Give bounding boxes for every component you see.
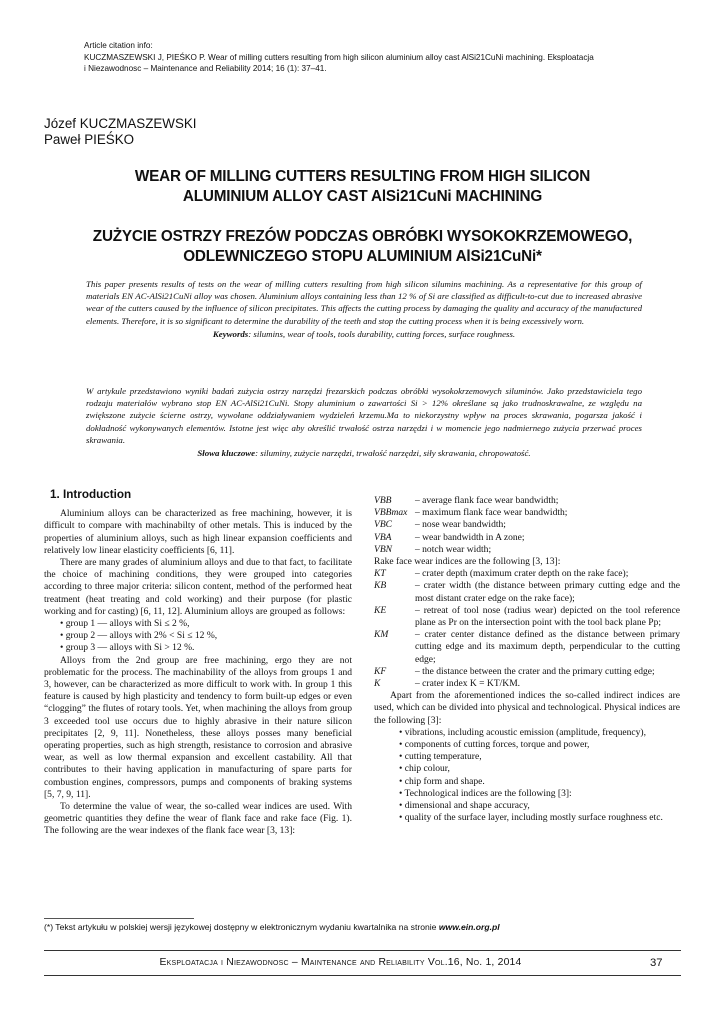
list-item: • components of cutting forces, torque and power,	[399, 739, 590, 751]
definition-item	[374, 678, 680, 690]
list-item: • quality of the surface layer, including mostly surface roughness etc.	[399, 812, 663, 824]
list-item: • vibrations, including acoustic emission (amplitude, frequency),	[399, 726, 646, 738]
definition: – crater center distance defined as the distance between primary cutting edge and its maximum depth, perpendicular to the cutting edge;	[415, 629, 680, 665]
footer-divider	[44, 950, 681, 951]
abstract-english	[86, 278, 642, 340]
paragraph: There are many grades of aluminium alloys and due to that fact, to facilitate the choice of machining conditions, they were grouped into categories according to three major criteria: silicon content, method of the performed heat treatment (heat treating and cold working) and their purpose (for plastic working and for casting) [6, 11, 12]. Aluminium alloys are grouped as follows:	[44, 557, 352, 617]
citation-label: Article citation info:	[84, 41, 153, 50]
title-line: ODLEWNICZEGO STOPU ALUMINIUM AlSi21CuNi*	[183, 248, 542, 265]
list-item: • Technological indices are the following [3]:	[399, 787, 572, 799]
definition-item	[374, 605, 680, 629]
section-heading: 1. Introduction	[50, 488, 132, 501]
symbol: VBBmax	[374, 507, 408, 519]
keywords-list: : siluminy, zużycie narzędzi, trwałość narzędzi, siły skrawania, chropowatość.	[255, 448, 531, 459]
footnote-divider	[44, 918, 194, 919]
definition-item	[374, 519, 680, 531]
definition: – average flank face wear bandwidth;	[415, 495, 559, 506]
page-number: 37	[650, 957, 663, 969]
definition-item	[374, 544, 680, 556]
keywords-list: : silumins, wear of tools, tools durability, cutting forces, surface roughness.	[248, 328, 516, 339]
left-column	[44, 489, 352, 838]
symbol: KB	[374, 580, 387, 592]
list-item: • group 1 — alloys with Si ≤ 2 %,	[60, 618, 190, 630]
footer-divider-bottom	[44, 975, 681, 976]
list-item: • chip form and shape.	[399, 775, 485, 787]
title-line: ALUMINIUM ALLOY CAST AlSi21CuNi MACHINING	[182, 188, 543, 205]
abstract-text: W artykule przedstawiono wyniki badań zużycia ostrzy narzędzi frezarskich podczas obróbki wysokokrzemowych siluminów. Jako przedstawiciela tego rodzaju materiałów wybrano stop EN AC-AlSi21CuNi. Stopy aluminium o zawartości Si > 12% określane są jako trudnoskrawalne, ze względu na zwiększone zużycie ścierne ostrzy, wywołane oddziaływaniem wydzieleń krzemu.Ma to niekorzystny wpływ na proces skrawania, pogarsza jakość i dokładność wykonywanych elementów. Istotne jest więc aby określić trwałość ostrza narzędzi i w momencie jego nadmiernego zużycia przerwać proces skrawania.	[86, 386, 642, 445]
author-list	[44, 116, 197, 148]
paragraph: Rake face wear indices are the following [3, 13]:	[374, 556, 561, 568]
list-item: • group 3 — alloys with Si > 12 %.	[60, 642, 195, 654]
definition-item	[374, 532, 680, 544]
definition-item	[374, 495, 680, 507]
symbol: KF	[374, 665, 387, 677]
keywords-label: Słowa kluczowe	[197, 448, 256, 459]
article-citation	[84, 40, 644, 75]
running-footer: Eksploatacja i Niezawodnosc – Maintenance and Reliability Vol.16, No. 1, 2014	[159, 957, 522, 968]
definition: – retreat of tool nose (radius wear) depicted on the tool reference plane as Pr on the intersection point with the tool back plane Pp;	[415, 604, 680, 629]
citation-text-cont: i Niezawodnosc – Maintenance and Reliability 2014; 16 (1): 37–41.	[84, 64, 327, 73]
definition: – nose wear bandwidth;	[415, 519, 506, 531]
definition: – crater depth (maximum crater depth on the rake face);	[415, 568, 629, 580]
paragraph: Alloys from the 2nd group are free machining, ergo they are not problematic for the process. The machinability of the alloys from groups 1 and 3, however, can be characterized as more difficult to work with. In group 1 this feature is caused by high plasticity and tendency to form built-up edges or even “clogging” the flutes of rotary tools. Yet, when machining the alloys from group 3 exceeded tool use occurs due to highly abrasive in their nature silicon precipitates [2, 9, 11]. Nonetheless, these alloys posses many beneficial operating properties, such as high strength, resistance to corrosion and abrasive wear, as well as low thermal expansion and excellent castability. All that contributes to their having application in manufacturing of spare parts for combustion engines, compressors, pumps and components of braking systems [5, 7, 9, 11].	[44, 654, 352, 800]
definition-item	[374, 580, 680, 604]
symbol: VBA	[374, 531, 392, 543]
keywords	[86, 328, 642, 340]
definition-item	[374, 507, 680, 519]
list-item: • chip colour,	[399, 763, 450, 775]
definition: – crater width (the distance between primary cutting edge and the most distant crater edge on the rake face);	[415, 580, 680, 604]
paragraph: Apart from the aforementioned indices the so-called indirect indices are used, which can be divided into physical and technological. Physical indices are the following [3]:	[374, 690, 680, 726]
definition-item	[374, 568, 680, 580]
symbol: VBN	[374, 543, 393, 555]
definition: – the distance between the crater and the primary cutting edge;	[415, 665, 655, 677]
definition: – notch wear width;	[415, 543, 492, 555]
definition: – wear bandwidth in A zone;	[415, 531, 525, 543]
footnote-text: (*) Tekst artykułu w polskiej wersji językowej dostępny w elektronicznym wydaniu kwartalnika na stronie	[44, 922, 439, 932]
abstract-text: This paper presents results of tests on the wear of milling cutters resulting from high silicon silumins machining. As a representative for this group of materials EN AC-AlSi21CuNi alloy was chosen. Aluminium alloys containing less than 12 % of Si are classified as difficult-to-cut due to increased abrasive wear of the cutters caused by the influence of silicon precipitates. This affects the cutting process by damaging the quality and accuracy of the manufactured elements. Therefore, it is so significant to determine the durability of the teeth and stop the cutting process when it is being excessively worn.	[86, 279, 642, 326]
symbol: VBC	[374, 519, 393, 531]
symbol: KM	[374, 629, 389, 641]
footnote	[44, 922, 500, 932]
symbol: KE	[374, 604, 387, 616]
citation-text: KUCZMASZEWSKI J, PIEŚKO P. Wear of milling cutters resulting from high silicon aluminium alloy cast AlSi21CuNi machining. Eksploatacja	[84, 52, 594, 62]
list-item: • cutting temperature,	[399, 751, 482, 763]
keywords-label: Keywords	[212, 328, 249, 339]
right-column	[374, 495, 680, 824]
list-item: • dimensional and shape accuracy,	[399, 800, 530, 812]
keywords	[86, 447, 642, 459]
author-name: Józef KUCZMASZEWSKI	[44, 116, 197, 131]
definition: – maximum flank face wear bandwidth;	[415, 507, 568, 519]
symbol: KT	[374, 568, 386, 580]
symbol: VBB	[374, 495, 392, 506]
paragraph: Aluminium alloys can be characterized as free machining, however, it is difficult to compare with machinabilty of other metals. This is induced by the properties of aluminium alloys, such as high linear expansion coefficients and relatively low linear elasticity coefficients [6, 11].	[44, 508, 352, 556]
definition-item	[374, 629, 680, 666]
title-line: WEAR OF MILLING CUTTERS RESULTING FROM HIGH SILICON	[134, 168, 591, 185]
definition-item	[374, 666, 680, 678]
title-polish	[40, 227, 685, 267]
definition: – crater index K = KT/KM.	[415, 678, 521, 690]
paragraph: To determine the value of wear, the so-called wear indices are used. With geometric quantities they define the wear of flank face and rake face (Fig. 1). The following are the wear indexes of the flank face wear [3, 13]:	[44, 801, 352, 837]
title-english	[40, 167, 685, 207]
abstract-polish	[86, 385, 642, 459]
author-name: Paweł PIEŚKO	[44, 132, 135, 147]
symbol: K	[374, 678, 381, 690]
list-item: • group 2 — alloys with 2% < Si ≤ 12 %,	[60, 630, 218, 642]
journal-link[interactable]: www.ein.org.pl	[438, 922, 500, 932]
title-line: ZUŻYCIE OSTRZY FREZÓW PODCZAS OBRÓBKI WYSOKOKRZEMOWEGO,	[92, 228, 633, 245]
